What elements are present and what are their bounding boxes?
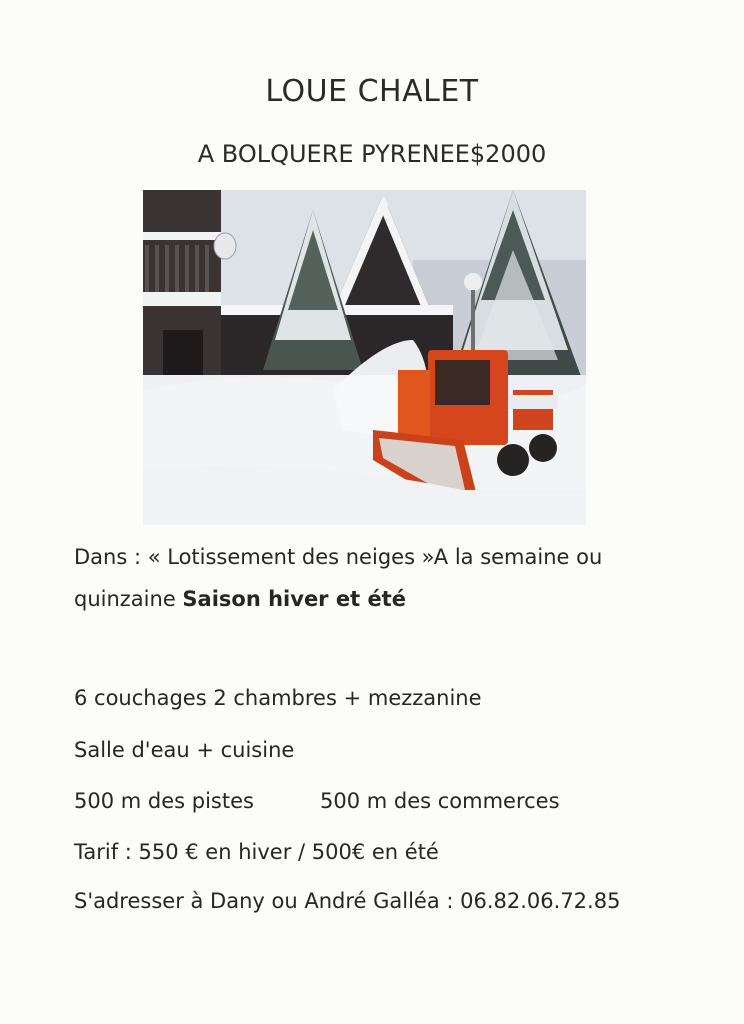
description-line-1: Dans : « Lotissement des neiges »A la semaine ou: [74, 545, 603, 569]
description-prefix: quinzaine: [74, 587, 183, 611]
flyer-title: LOUE CHALET: [265, 74, 479, 109]
contact-text: S'adresser à Dany ou André Galléa : 06.82.06.72.85: [74, 889, 621, 913]
salle-text: Salle d'eau + cuisine: [74, 738, 295, 762]
commerces-text: 500 m des commerces: [319, 789, 560, 813]
distance-line: [74, 789, 560, 813]
flyer-subtitle: A BOLQUERE PYRENEE$2000: [197, 140, 547, 168]
couchages-text: 6 couchages 2 chambres + mezzanine: [74, 686, 482, 710]
description-line-2: [74, 587, 406, 611]
season-text: Saison hiver et été: [182, 587, 406, 611]
chalet-photo: [143, 190, 586, 525]
pistes-text: 500 m des pistes: [74, 789, 254, 813]
tarif-text: Tarif : 550 € en hiver / 500€ en été: [74, 840, 439, 864]
